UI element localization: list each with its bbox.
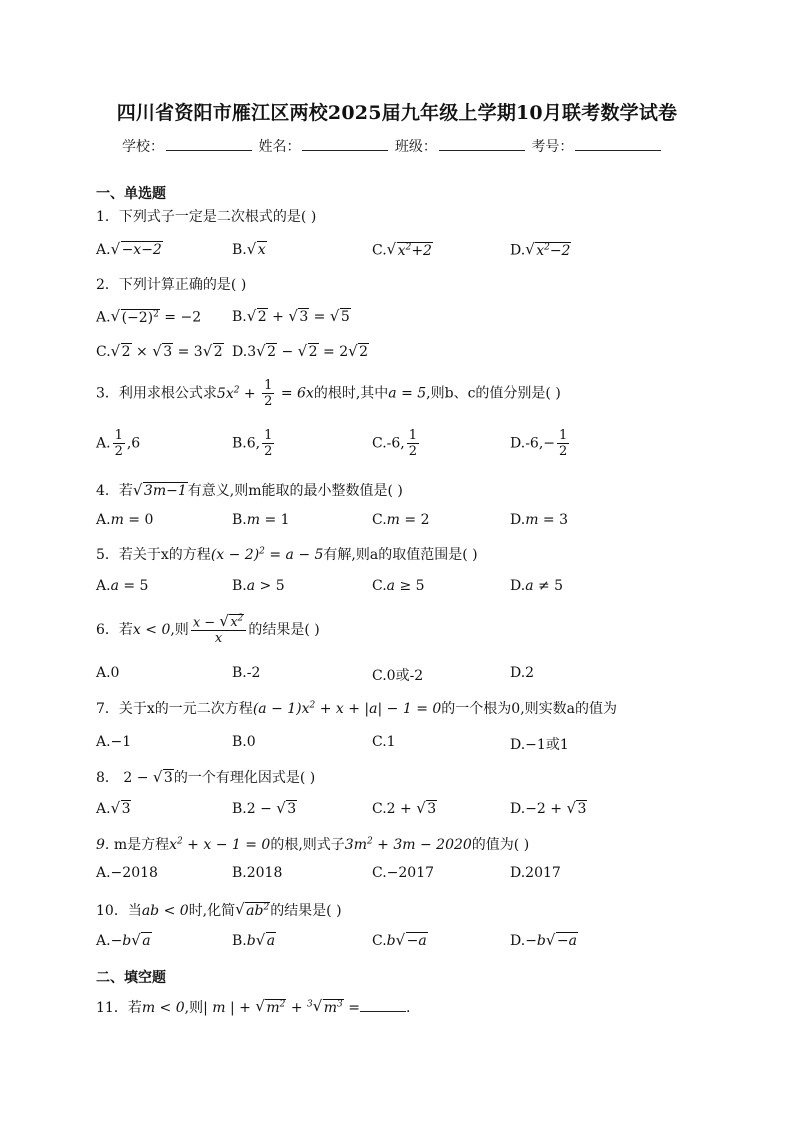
q8-option-a[interactable]: A.√ 3 [96, 801, 131, 817]
name-label: 姓名： [258, 139, 301, 155]
q1-option-b[interactable]: B.√ x [232, 242, 267, 258]
q4-option-b[interactable]: B.m = 1 [232, 512, 290, 528]
q7-option-d[interactable]: D.−1或1 [510, 737, 569, 753]
number-blank[interactable] [575, 136, 661, 151]
class-label: 班级： [394, 139, 437, 155]
name-blank[interactable] [302, 136, 388, 151]
question-7: 7．关于x的一元二次方程$(a - 1)x^2 + x + |a| - 1 = 0$的一个根为0,则实数a的值为 [96, 700, 617, 717]
q6-option-c[interactable]: C.0或-2 [372, 668, 424, 684]
q7-option-c[interactable]: C.1 [372, 734, 396, 750]
q11-answer-blank[interactable] [360, 999, 406, 1012]
q6-option-d[interactable]: D.2 [510, 665, 535, 681]
question-3: 3．利用求根公式求$5x^2$ + $\frac{1}{2}$ = 6x的根时,其中a = 5,则b、c的值分别是( ) [96, 378, 561, 409]
q2-option-d[interactable]: D.3√ 2 − √ 2 = 2√ 2 [232, 344, 369, 360]
number-label: 考号： [531, 139, 574, 155]
q9-option-d[interactable]: D.2017 [510, 865, 561, 881]
q8-option-b[interactable]: B.2 − √ 3 [232, 801, 297, 817]
q10-option-d[interactable]: D.−b√ −a [510, 933, 578, 949]
section-single-choice: 一、单选题 [96, 186, 166, 202]
q9-option-c[interactable]: C.−2017 [372, 865, 435, 881]
q3-option-b[interactable]: B.6, $\frac{1}{2}$ [232, 428, 273, 459]
q1-option-c[interactable]: C.√ $x^2+2$ [372, 242, 433, 259]
q2-option-c[interactable]: C.√ 2 × √ 3 = 3√ 2 [96, 344, 224, 360]
q4-option-c[interactable]: C.m = 2 [372, 512, 430, 528]
q7-option-a[interactable]: A.−1 [96, 734, 132, 750]
q5-option-d[interactable]: D.a ≠ 5 [510, 578, 564, 594]
question-9: 9. m是方程$x^2 + x - 1 = 0$的根,则式子$3m^2 + 3m - 2020$的值为( ) [96, 836, 530, 853]
q3-option-c[interactable]: C.-6, $\frac{1}{2}$ [372, 428, 418, 459]
q5-option-a[interactable]: A.a = 5 [96, 578, 149, 594]
class-blank[interactable] [439, 136, 525, 151]
q8-option-c[interactable]: C.2 + √ 3 [372, 801, 437, 817]
q6-option-b[interactable]: B.-2 [232, 665, 261, 681]
q10-option-a[interactable]: A.−b√ a [96, 933, 152, 949]
question-10: 10．当ab < 0时,化简√ $ab^2$的结果是( ) [96, 900, 342, 920]
q1-option-a[interactable]: A.√ −x−2 [96, 242, 163, 258]
q10-option-c[interactable]: C.b√ −a [372, 933, 428, 949]
question-11: 11．若m < 0,则| m | + √ $m^2 + ^3√$ $m^3$ = . [96, 997, 410, 1017]
q4-option-a[interactable]: A.m = 0 [96, 512, 154, 528]
question-1: 1．下列式子一定是二次根式的是( ) [96, 209, 317, 225]
q5-option-c[interactable]: C.a ≥ 5 [372, 578, 425, 594]
school-label: 学校： [122, 139, 164, 155]
q3-option-a[interactable]: A. $\frac{1}{2}$ ,6 [96, 428, 141, 459]
q6-option-a[interactable]: A.0 [96, 665, 120, 681]
question-2: 2．下列计算正确的是( ) [96, 277, 247, 293]
student-info [122, 136, 663, 156]
q10-option-b[interactable]: B.b√ a [232, 933, 276, 949]
q2-option-a[interactable]: A.√ $(-2)^2 = -2$ [96, 309, 201, 326]
question-4: 4．若√ 3m−1有意义,则m能取的最小整数值是( ) [96, 480, 403, 500]
question-8: 8． 2 − √ 3的一个有理化因式是( ) [96, 767, 315, 787]
exam-title: 四川省资阳市雁江区两校2025届九年级上学期10月联考数学试卷 [116, 102, 678, 124]
q3-option-d[interactable]: D.-6,− $\frac{1}{2}$ [510, 428, 568, 459]
question-5: 5．若关于x的方程$(x - 2)^2 = a - 5$有解,则a的取值范围是( ) [96, 546, 478, 563]
section-fill-blank: 二、填空题 [96, 970, 166, 986]
q9-option-a[interactable]: A.−2018 [96, 865, 158, 881]
q7-option-b[interactable]: B.0 [232, 734, 256, 750]
q9-option-b[interactable]: B.2018 [232, 865, 283, 881]
q4-option-d[interactable]: D.m = 3 [510, 512, 569, 528]
q5-option-b[interactable]: B.a > 5 [232, 578, 285, 594]
q1-option-d[interactable]: D.√ $x^2-2$ [510, 242, 571, 259]
q2-option-b[interactable]: B.√ 2 + √ 3 = √ 5 [232, 309, 351, 325]
question-6: 6．若x < 0,则 $\frac{x - √ x^2}{x}$ 的结果是( ) [96, 614, 320, 646]
q8-option-d[interactable]: D.−2 + √ 3 [510, 801, 587, 817]
school-blank[interactable] [166, 136, 252, 151]
